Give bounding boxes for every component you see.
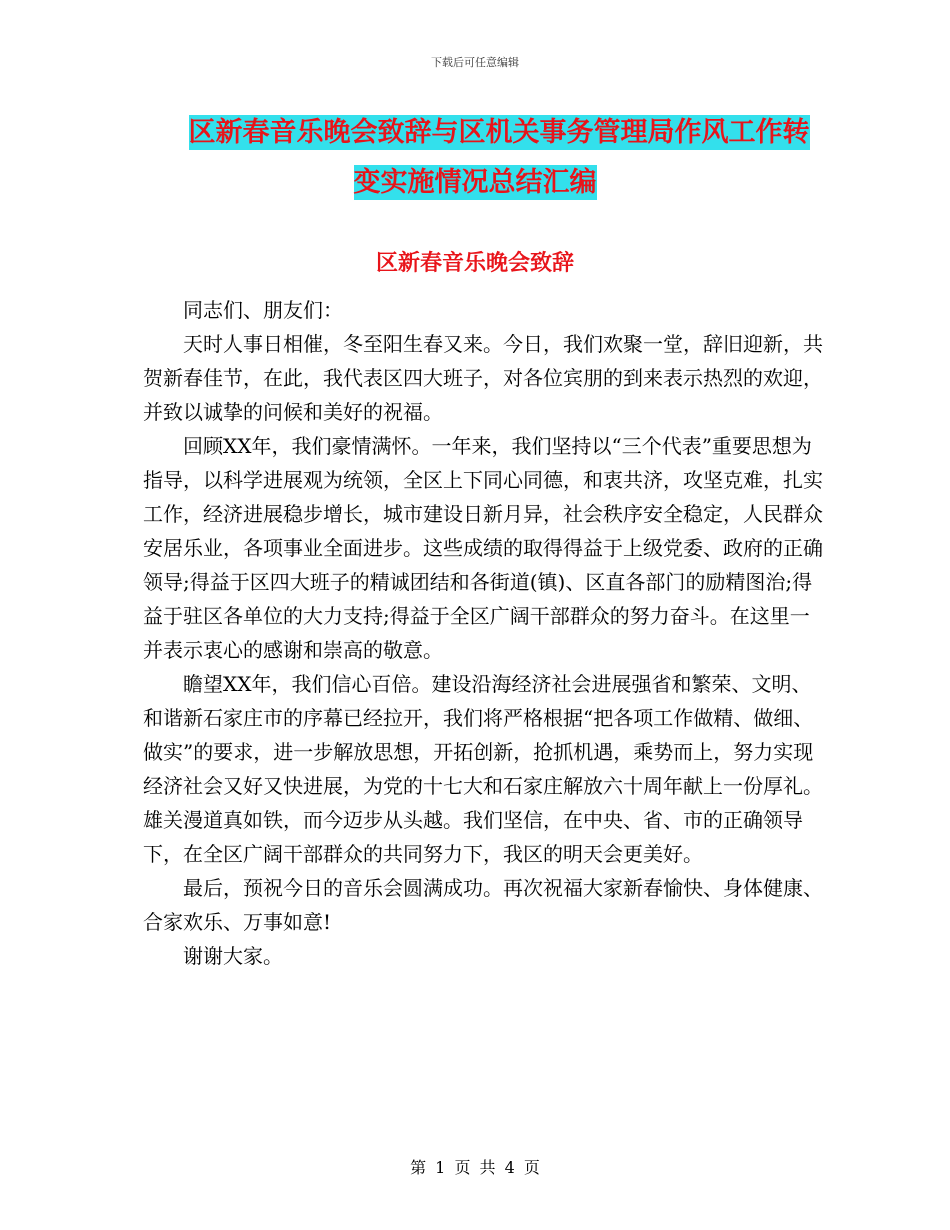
speech-body (143, 293, 823, 973)
page-footer: 第 1 页 共 4 页 (410, 1158, 540, 1177)
outlook-paragraph: 瞻望XX年，我们信心百倍。建设沿海经济社会进展强省和繁荣、文明、和谐新石家庄市的序幕已经拉开，我们将严格根据“把各项工作做精、做细、做实”的要求，进一步解放思想，开拓创新，抢抓机遇，乘势而上，努力实现经济社会又好又快进展，为党的十七大和石家庄解放六十周年献上一份厚礼。雄关漫道真如铁，而今迈步从头越。我们坚信，在中央、省、市的正确领导下，在全区广阔干部群众的共同努力下，我区的明天会更美好。 (143, 672, 823, 866)
thanks-paragraph: 谢谢大家。 (183, 944, 283, 968)
document-title-line-1: 区新春音乐晚会致辞与区机关事务管理局作风工作转 (188, 117, 810, 148)
section-title: 区新春音乐晚会致辞 (375, 251, 574, 276)
salutation-paragraph: 同志们、朋友们： (183, 298, 343, 322)
closing-paragraph: 最后，预祝今日的音乐会圆满成功。再次祝福大家新春愉快、身体健康、合家欢乐、万事如意! (143, 876, 823, 934)
header-note: 下载后可任意编辑 (431, 56, 519, 69)
review-paragraph: 回顾XX年，我们豪情满怀。一年来，我们坚持以“三个代表”重要思想为指导，以科学进展观为统领，全区上下同心同德，和衷共济，攻坚克难，扎实工作，经济进展稳步增长，城市建设日新月异，社会秩序安全稳定，人民群众安居乐业，各项事业全面进步。这些成绩的取得得益于上级党委、政府的正确领导;得益于区四大班子的精诚团结和各街道(镇)、区直各部门的励精图治;得益于驻区各单位的大力支持;得益于全区广阔干部群众的努力奋斗。在这里一并表示衷心的感谢和崇高的敬意。 (143, 434, 823, 662)
document-title (0, 108, 950, 208)
document-title-line-2: 变实施情况总结汇编 (353, 167, 597, 198)
opening-paragraph: 天时人事日相催，冬至阳生春又来。今日，我们欢聚一堂，辞旧迎新，共贺新春佳节，在此，我代表区四大班子，对各位宾朋的到来表示热烈的欢迎，并致以诚挚的问候和美好的祝福。 (143, 332, 823, 424)
